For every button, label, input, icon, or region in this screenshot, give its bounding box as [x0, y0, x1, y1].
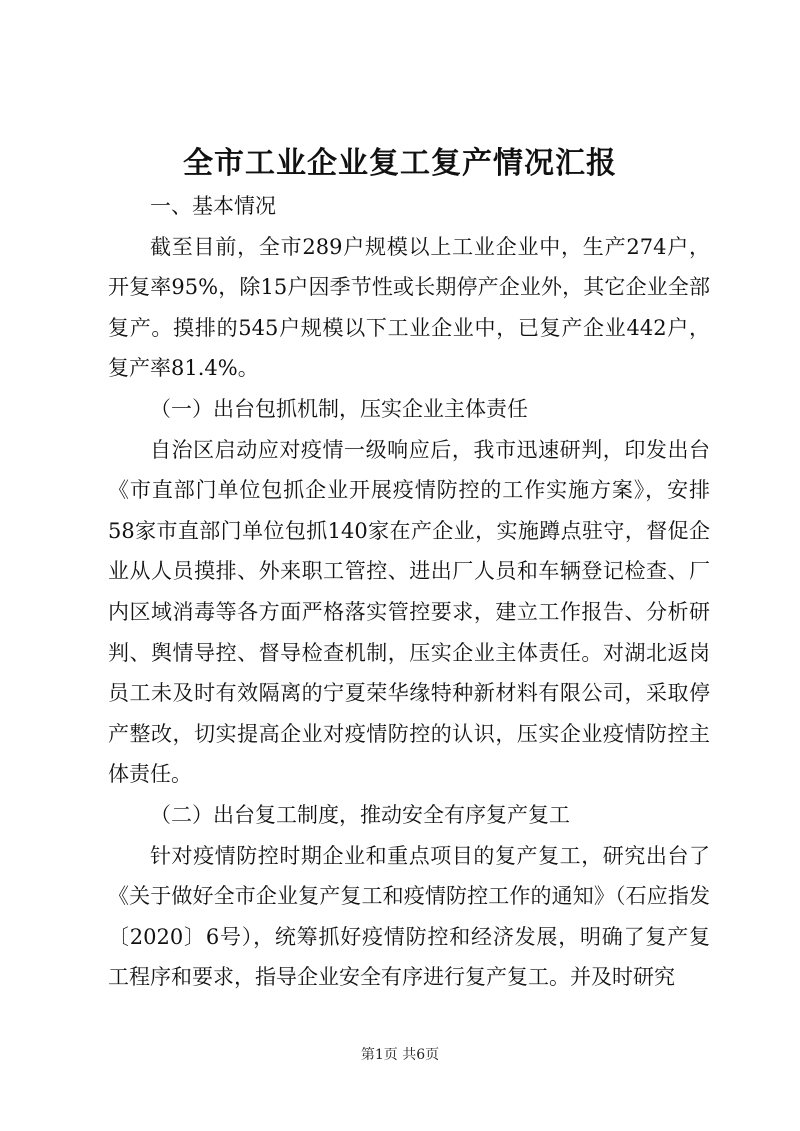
document-body: [108, 186, 710, 998]
document-title: 全市工业企业复工复产情况汇报: [183, 146, 617, 181]
section-heading-basic-situation: 一、基本情况: [150, 194, 276, 218]
section-heading-responsibility: （一）出台包抓机制，压实企业主体责任: [150, 396, 528, 421]
paragraph-responsibility: 自治区启动应对疫情一级响应后，我市迅速研判，印发出台《市直部门单位包抓企业开展疫情防控的工作实施方案》，安排58家市直部门单位包抓140家在产企业，实施蹲点驻守，督促企业从人员摸排、外来职工管控、进出厂人员和车辆登记检查、厂内区域消毒等各方面严格落实管控要求，建立工作报告、分析研判、舆情导控、督导检查机制，压实企业主体责任。对湖北返岗员工未及时有效隔离的宁夏荣华缘特种新材料有限公司，采取停产整改，切实提高企业对疫情防控的认识，压实企业疫情防控主体责任。: [108, 437, 710, 787]
page-number-footer: 第1页 共6页: [360, 1047, 440, 1063]
section-heading-resumption: （二）出台复工制度，推动安全有序复产复工: [150, 802, 570, 827]
paragraph-resumption: 针对疫情防控时期企业和重点项目的复产复工，研究出台了《关于做好全市企业复产复工和疫情防控工作的通知》（石应指发〔2020〕6号），统筹抓好疫情防控和经济发展，明确了复产复工程序和要求，指导企业安全有序进行复产复工。并及时研究: [108, 843, 710, 990]
paragraph-basic-situation: 截至目前，全市289户规模以上工业企业中，生产274户，开复率95%，除15户因季节性或长期停产企业外，其它企业全部复产。摸排的545户规模以下工业企业中，已复产企业442户，复产率81.4%。: [108, 234, 710, 381]
